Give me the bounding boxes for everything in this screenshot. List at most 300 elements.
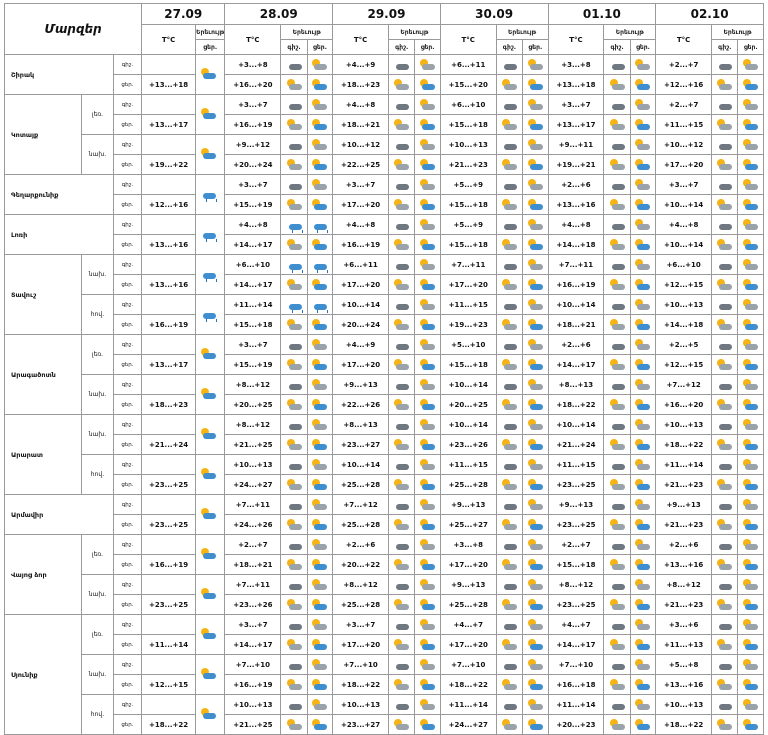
weather-icon-cell: [630, 195, 655, 215]
sun-behind-cloud-icon: [199, 108, 221, 124]
day-label: ցեր.: [113, 315, 141, 335]
cloud-shape: [745, 724, 758, 730]
weather-icon-cell: [496, 335, 522, 355]
weather-icon-cell: [415, 55, 440, 75]
cloud-shape: [504, 404, 517, 410]
cloud-shape: [719, 304, 732, 310]
weather-icon-cell: [389, 715, 415, 735]
cloud-shape: [719, 524, 732, 530]
cloud-shape: [396, 624, 409, 630]
temperature-value: +13...+17: [142, 355, 196, 375]
weather-icon-cell: [389, 655, 415, 675]
partly-cloudy-icon: [608, 199, 627, 212]
table-row: [5, 95, 764, 115]
temperature-value: +20...+22: [333, 555, 389, 575]
cloudy-icon: [608, 219, 627, 232]
partly-cloudy-icon: [285, 479, 304, 492]
weather-icon-cell: [307, 615, 332, 635]
weather-icon-cell: [389, 155, 415, 175]
cloud-shape: [637, 284, 650, 290]
zone-label: հով.: [82, 695, 113, 735]
partly-cloudy-icon: [285, 639, 304, 652]
temperature-value: +15...+19: [225, 355, 281, 375]
cloud-shape: [612, 304, 625, 310]
weather-icon-cell: [496, 55, 522, 75]
partly-cloudy-icon: [418, 579, 437, 592]
sun-behind-cloud-icon: [418, 359, 437, 372]
temperature-value: +7...+12: [656, 375, 712, 395]
cloud-shape: [314, 444, 327, 450]
temperature-value: +21...+23: [656, 475, 712, 495]
cloud-shape: [396, 584, 409, 590]
weather-icon-cell: [604, 255, 630, 275]
cloudy-icon: [715, 59, 734, 72]
weather-icon-cell: [496, 575, 522, 595]
weather-icon-cell: [389, 435, 415, 455]
temperature-value: +11...+14: [225, 295, 281, 315]
table-row: [5, 655, 764, 675]
cloudy-icon: [285, 139, 304, 152]
weather-icon-cell: [712, 655, 738, 675]
weather-icon-cell: [604, 215, 630, 235]
cloud-shape: [203, 73, 216, 79]
sun-behind-cloud-icon: [310, 439, 329, 452]
cloud-shape: [719, 64, 732, 70]
cloudy-icon: [500, 59, 519, 72]
temperature-value: +19...+21: [548, 155, 604, 175]
weather-icon-cell: [307, 215, 332, 235]
temperature-value: +15...+18: [548, 555, 604, 575]
temperature-value: +18...+23: [333, 75, 389, 95]
cloud-shape: [530, 544, 543, 550]
cloud-shape: [422, 564, 435, 570]
weather-icon-cell: [415, 335, 440, 355]
cloud-shape: [745, 244, 758, 250]
cloud-shape: [422, 124, 435, 130]
cloudy-icon: [608, 179, 627, 192]
cloud-shape: [530, 124, 543, 130]
weather-icon-cell: [630, 615, 655, 635]
weather-icon-cell: [712, 435, 738, 455]
weather-icon-cell: [738, 135, 764, 155]
cloud-shape: [637, 304, 650, 310]
weather-header: Երեւույթ: [389, 25, 441, 40]
sun-behind-cloud-icon: [526, 199, 545, 212]
partly-cloudy-icon: [608, 399, 627, 412]
cloudy-icon: [608, 579, 627, 592]
temperature-value: +16...+19: [333, 235, 389, 255]
temperature-value: +3...+7: [333, 615, 389, 635]
sun-behind-cloud-icon: [526, 359, 545, 372]
temperature-value: +12...+15: [656, 355, 712, 375]
cloudy-icon: [285, 539, 304, 552]
weather-icon-cell: [307, 435, 332, 455]
cloudy-icon: [500, 139, 519, 152]
weather-icon-cell: [630, 335, 655, 355]
weather-icon-cell: [604, 235, 630, 255]
partly-cloudy-icon: [633, 59, 652, 72]
temperature-value: +6...+10: [656, 255, 712, 275]
cloud-shape: [396, 504, 409, 510]
weather-icon-cell: [604, 115, 630, 135]
cloud-shape: [530, 364, 543, 370]
cloud-shape: [396, 524, 409, 530]
partly-cloudy-icon: [285, 679, 304, 692]
cloud-shape: [719, 364, 732, 370]
temperature-value: +4...+9: [333, 335, 389, 355]
temperature-value: +25...+27: [440, 515, 496, 535]
weather-icon-cell: [523, 415, 548, 435]
table-row: [5, 635, 764, 655]
cloud-shape: [637, 264, 650, 270]
weather-icon-cell: [415, 695, 440, 715]
partly-cloudy-icon: [418, 699, 437, 712]
partly-cloudy-icon: [500, 479, 519, 492]
weather-icon-cell: [604, 495, 630, 515]
cloudy-icon: [715, 299, 734, 312]
cloudy-icon: [608, 459, 627, 472]
weather-icon-cell: [738, 235, 764, 255]
table-row: [5, 315, 764, 335]
sun-behind-cloud-icon: [418, 159, 437, 172]
weather-icon-cell: [415, 195, 440, 215]
cloud-shape: [719, 444, 732, 450]
temperature-value: +18...+21: [548, 315, 604, 335]
cloudy-icon: [715, 99, 734, 112]
weather-icon-cell: [496, 635, 522, 655]
partly-cloudy-icon: [715, 439, 734, 452]
partly-cloudy-icon: [285, 119, 304, 132]
weather-icon-cell: [604, 615, 630, 635]
weather-icon-cell: [630, 375, 655, 395]
temperature-value: +15...+19: [225, 195, 281, 215]
partly-cloudy-icon: [310, 379, 329, 392]
zone-label: լեռ.: [82, 335, 113, 375]
cloudy-icon: [285, 419, 304, 432]
temperature-value: +23...+25: [548, 595, 604, 615]
rain-drops: [292, 230, 303, 232]
cloud-shape: [719, 564, 732, 570]
cloud-shape: [530, 344, 543, 350]
cloud-shape: [745, 164, 758, 170]
rain-drops: [206, 319, 217, 321]
weather-icon-cell: [738, 315, 764, 335]
cloud-shape: [504, 484, 517, 490]
cloud-shape: [719, 344, 732, 350]
cloud-shape: [289, 584, 302, 590]
weather-icon-cell: [307, 255, 332, 275]
region-name: Լոռի: [5, 215, 114, 255]
sun-behind-cloud-icon: [310, 479, 329, 492]
weather-icon-cell: [738, 335, 764, 355]
cloudy-icon: [392, 99, 411, 112]
table-row: [5, 415, 764, 435]
weather-icon-cell: [281, 495, 307, 515]
sun-behind-cloud-icon: [526, 679, 545, 692]
temperature-value: +8...+12: [656, 575, 712, 595]
weather-icon-cell: [389, 295, 415, 315]
cloudy-icon: [715, 259, 734, 272]
weather-icon-cell: [604, 295, 630, 315]
cloud-shape: [289, 344, 302, 350]
temperature-value: +13...+17: [548, 115, 604, 135]
weather-icon-cell: [307, 415, 332, 435]
zone-label: նախ.: [82, 575, 113, 615]
weather-icon-cell: [281, 535, 307, 555]
cloud-shape: [314, 364, 327, 370]
temperature-header: T°C: [333, 25, 389, 55]
temperature-value: +2...+7: [548, 535, 604, 555]
cloud-shape: [612, 464, 625, 470]
cloud-shape: [719, 144, 732, 150]
temperature-value: +15...+20: [440, 75, 496, 95]
cloud-shape: [203, 513, 216, 519]
temperature-value: +11...+15: [656, 115, 712, 135]
cloudy-icon: [715, 699, 734, 712]
partly-cloudy-icon: [418, 179, 437, 192]
cloud-shape: [314, 584, 327, 590]
weather-icon-cell: [389, 75, 415, 95]
temperature-value: +5...+8: [656, 655, 712, 675]
partly-cloudy-icon: [392, 319, 411, 332]
temperature-value: +10...+13: [440, 135, 496, 155]
weather-icon-cell: [307, 655, 332, 675]
cloud-shape: [396, 364, 409, 370]
partly-cloudy-icon: [715, 719, 734, 732]
partly-cloudy-icon: [608, 559, 627, 572]
cloud-shape: [396, 224, 409, 230]
date-header: 28.09: [225, 4, 333, 25]
cloud-shape: [422, 604, 435, 610]
cloud-shape: [289, 724, 302, 730]
weather-icon-cell: [496, 615, 522, 635]
partly-cloudy-icon: [285, 439, 304, 452]
cloud-shape: [530, 604, 543, 610]
weather-icon-cell: [523, 275, 548, 295]
cloud-shape: [745, 204, 758, 210]
weather-icon-cell: [195, 335, 224, 375]
cloud-shape: [612, 484, 625, 490]
cloud-shape: [719, 644, 732, 650]
sun-behind-cloud-icon: [526, 639, 545, 652]
cloud-shape: [314, 244, 327, 250]
sun-behind-cloud-icon: [310, 719, 329, 732]
partly-cloudy-icon: [500, 519, 519, 532]
cloud-shape: [396, 684, 409, 690]
weather-icon-cell: [281, 335, 307, 355]
weather-icon-cell: [307, 375, 332, 395]
partly-cloudy-icon: [608, 639, 627, 652]
sun-behind-cloud-icon: [633, 679, 652, 692]
partly-cloudy-icon: [715, 359, 734, 372]
weather-icon-cell: [281, 595, 307, 615]
temperature-value: +4...+9: [333, 55, 389, 75]
weather-icon-cell: [415, 375, 440, 395]
weather-icon-cell: [281, 355, 307, 375]
day-subheader: ցեր.: [195, 40, 224, 55]
cloudy-icon: [500, 299, 519, 312]
cloud-shape: [422, 464, 435, 470]
partly-cloudy-icon: [500, 279, 519, 292]
cloud-shape: [612, 264, 625, 270]
partly-cloudy-icon: [310, 579, 329, 592]
weather-icon-cell: [738, 495, 764, 515]
cloud-shape: [422, 244, 435, 250]
temperature-value: +21...+23: [656, 595, 712, 615]
cloud-shape: [745, 564, 758, 570]
partly-cloudy-icon: [500, 719, 519, 732]
temperature-value: +6...+10: [225, 255, 281, 275]
partly-cloudy-icon: [392, 679, 411, 692]
temperature-header: T°C: [656, 25, 712, 55]
weather-icon-cell: [415, 95, 440, 115]
cloud-shape: [637, 124, 650, 130]
day-subheader: ցեր.: [415, 40, 440, 55]
weather-icon-cell: [712, 695, 738, 715]
weather-icon-cell: [604, 415, 630, 435]
cloud-shape: [289, 684, 302, 690]
weather-icon-cell: [496, 215, 522, 235]
partly-cloudy-icon: [741, 99, 760, 112]
partly-cloudy-icon: [526, 219, 545, 232]
cloudy-icon: [500, 259, 519, 272]
cloud-shape: [203, 113, 216, 119]
weather-icon-cell: [523, 635, 548, 655]
cloud-shape: [719, 544, 732, 550]
weather-icon-cell: [630, 515, 655, 535]
rain-cloud-icon: [285, 299, 304, 312]
day-label: ցեր.: [113, 155, 141, 175]
cloud-shape: [530, 484, 543, 490]
partly-cloudy-icon: [608, 79, 627, 92]
zone-label: լեռ.: [82, 95, 113, 135]
cloud-shape: [314, 384, 327, 390]
cloud-shape: [422, 644, 435, 650]
cloud-shape: [289, 64, 302, 70]
weather-icon-cell: [195, 175, 224, 215]
cloud-shape: [422, 544, 435, 550]
cloud-shape: [396, 464, 409, 470]
weather-icon-cell: [712, 495, 738, 515]
sun-behind-cloud-icon: [526, 599, 545, 612]
weather-icon-cell: [523, 675, 548, 695]
temperature-value: +4...+8: [333, 215, 389, 235]
cloud-shape: [637, 144, 650, 150]
temperature-value: +3...+7: [333, 175, 389, 195]
partly-cloudy-icon: [633, 539, 652, 552]
sun-behind-cloud-icon: [418, 719, 437, 732]
partly-cloudy-icon: [418, 459, 437, 472]
cloud-shape: [504, 284, 517, 290]
temperature-value: +7...+10: [333, 655, 389, 675]
cloud-shape: [396, 644, 409, 650]
cloud-shape: [314, 144, 327, 150]
weather-icon-cell: [496, 295, 522, 315]
temperature-value: +10...+14: [548, 295, 604, 315]
temperature-value: +8...+12: [225, 375, 281, 395]
weather-icon-cell: [307, 515, 332, 535]
cloud-shape: [637, 64, 650, 70]
cloudy-icon: [500, 619, 519, 632]
rain-cloud-icon: [285, 219, 304, 232]
weather-icon-cell: [712, 255, 738, 275]
night-label: գիշ.: [113, 455, 141, 475]
weather-icon-cell: [738, 475, 764, 495]
weather-icon-cell: [712, 315, 738, 335]
partly-cloudy-icon: [500, 599, 519, 612]
temperature-value: +12...+15: [142, 675, 196, 695]
sun-behind-cloud-icon: [741, 439, 760, 452]
partly-cloudy-icon: [608, 599, 627, 612]
cloud-shape: [719, 684, 732, 690]
sun-behind-cloud-icon: [741, 639, 760, 652]
weather-icon-cell: [523, 615, 548, 635]
cloudy-icon: [285, 459, 304, 472]
partly-cloudy-icon: [633, 499, 652, 512]
weather-icon-cell: [604, 535, 630, 555]
weather-icon-cell: [281, 55, 307, 75]
weather-icon-cell: [281, 715, 307, 735]
weather-icon-cell: [604, 135, 630, 155]
weather-icon-cell: [281, 275, 307, 295]
temperature-value: +11...+14: [656, 455, 712, 475]
weather-icon-cell: [712, 615, 738, 635]
partly-cloudy-icon: [392, 559, 411, 572]
temperature-header: T°C: [142, 25, 196, 55]
partly-cloudy-icon: [608, 519, 627, 532]
weather-icon-cell: [307, 295, 332, 315]
sun-behind-cloud-icon: [199, 588, 221, 604]
cloud-shape: [504, 624, 517, 630]
temperature-value: +16...+19: [142, 315, 196, 335]
cloud-shape: [637, 464, 650, 470]
cloud-shape: [745, 364, 758, 370]
temperature-value: +2...+7: [225, 535, 281, 555]
cloud-shape: [314, 484, 327, 490]
weather-icon-cell: [281, 155, 307, 175]
weather-icon-cell: [523, 455, 548, 475]
cloud-shape: [314, 524, 327, 530]
cloudy-icon: [715, 219, 734, 232]
cloud-shape: [612, 704, 625, 710]
temperature-value: +13...+17: [142, 115, 196, 135]
cloud-shape: [314, 124, 327, 130]
weather-icon-cell: [195, 255, 224, 295]
cloud-shape: [745, 224, 758, 230]
temperature-value: +7...+10: [225, 655, 281, 675]
partly-cloudy-icon: [715, 79, 734, 92]
sun-behind-cloud-icon: [199, 548, 221, 564]
cloud-shape: [422, 384, 435, 390]
weather-icon-cell: [496, 255, 522, 275]
cloud-shape: [612, 584, 625, 590]
sun-behind-cloud-icon: [418, 639, 437, 652]
zone-label: լեռ.: [82, 535, 113, 575]
cloud-shape: [637, 664, 650, 670]
weather-icon-cell: [738, 655, 764, 675]
weather-icon-cell: [496, 315, 522, 335]
weather-icon-cell: [523, 135, 548, 155]
weather-icon-cell: [281, 515, 307, 535]
weather-icon-cell: [630, 595, 655, 615]
cloud-shape: [612, 124, 625, 130]
weather-icon-cell: [281, 655, 307, 675]
weather-icon-cell: [307, 535, 332, 555]
weather-icon-cell: [712, 455, 738, 475]
night-label: գիշ.: [113, 575, 141, 595]
rain-cloud-icon: [199, 228, 221, 244]
weather-icon-cell: [604, 75, 630, 95]
